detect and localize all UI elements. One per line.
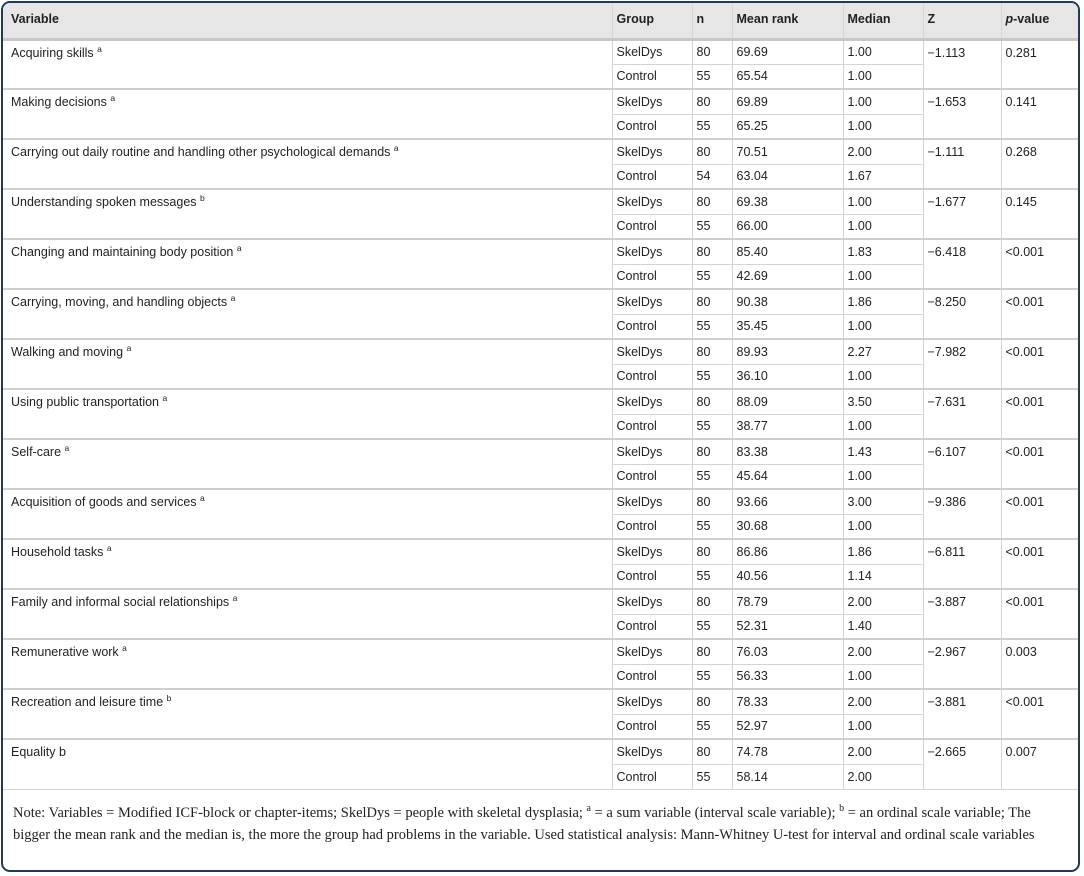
- median-cell: 1.67: [843, 164, 923, 189]
- median-cell: 2.27: [843, 339, 923, 364]
- n-cell: 55: [692, 664, 732, 689]
- variable-cell: [1, 339, 612, 389]
- note-superscript-a: a: [586, 803, 591, 814]
- z-cell: −1.677: [923, 189, 1001, 239]
- table-row: [1, 189, 1080, 214]
- variable-label: Family and informal social relationships: [11, 595, 230, 609]
- median-cell: 1.86: [843, 539, 923, 564]
- variable-footnote-mark: a: [236, 243, 242, 253]
- header-p-suffix: -value: [1013, 12, 1050, 27]
- median-cell: 1.00: [843, 264, 923, 289]
- mean-rank-cell: 69.89: [732, 89, 843, 114]
- n-cell: 55: [692, 314, 732, 339]
- group-cell: SkelDys: [612, 489, 692, 514]
- variable-footnote-mark: a: [64, 443, 70, 453]
- table-row: [1, 339, 1080, 364]
- n-cell: 80: [692, 539, 732, 564]
- variable-label: Acquisition of goods and services: [11, 495, 197, 509]
- n-cell: 80: [692, 89, 732, 114]
- n-cell: 80: [692, 139, 732, 164]
- p-value-cell: 0.268: [1001, 139, 1080, 189]
- mean-rank-cell: 88.09: [732, 389, 843, 414]
- median-cell: 1.00: [843, 464, 923, 489]
- mean-rank-cell: 63.04: [732, 164, 843, 189]
- variable-cell: [1, 589, 612, 639]
- mean-rank-cell: 86.86: [732, 539, 843, 564]
- median-cell: 1.14: [843, 564, 923, 589]
- mean-rank-cell: 78.33: [732, 689, 843, 714]
- median-cell: 1.00: [843, 664, 923, 689]
- group-cell: Control: [612, 264, 692, 289]
- group-cell: Control: [612, 114, 692, 139]
- table-row: [1, 739, 1080, 764]
- z-cell: −8.250: [923, 289, 1001, 339]
- group-cell: SkelDys: [612, 389, 692, 414]
- table-row: [1, 489, 1080, 514]
- table-row: [1, 39, 1080, 64]
- group-cell: SkelDys: [612, 439, 692, 464]
- n-cell: 55: [692, 464, 732, 489]
- mean-rank-cell: 38.77: [732, 414, 843, 439]
- variable-label: Making decisions: [11, 95, 107, 109]
- variable-cell: [1, 639, 612, 689]
- median-cell: 1.83: [843, 239, 923, 264]
- z-cell: −1.653: [923, 89, 1001, 139]
- mean-rank-cell: 30.68: [732, 514, 843, 539]
- mean-rank-cell: 85.40: [732, 239, 843, 264]
- variable-cell: [1, 39, 612, 89]
- variable-footnote-mark: a: [106, 543, 112, 553]
- median-cell: 3.50: [843, 389, 923, 414]
- variable-label: Acquiring skills: [11, 45, 94, 60]
- group-cell: Control: [612, 414, 692, 439]
- note-text-1: Note: Variables = Modified ICF-block or chapter-items; SkelDys = people with skeletal dysplasia;: [13, 805, 587, 821]
- median-cell: 3.00: [843, 489, 923, 514]
- variable-label: Recreation and leisure time: [11, 695, 164, 709]
- median-cell: 1.00: [843, 64, 923, 89]
- variable-label: Household tasks: [11, 545, 104, 559]
- group-cell: SkelDys: [612, 689, 692, 714]
- n-cell: 55: [692, 114, 732, 139]
- median-cell: 1.00: [843, 364, 923, 389]
- p-value-cell: <0.001: [1001, 539, 1080, 589]
- variable-cell: [1, 89, 612, 139]
- note-text-3: = an ordinal scale variable; The bigger the mean rank and the median is, the more the group had problems in the variable. Used statistical analysis: Mann-Whitney U-test for interval and ordinal scale variables: [13, 805, 1035, 843]
- mean-rank-cell: 78.79: [732, 589, 843, 614]
- group-cell: Control: [612, 214, 692, 239]
- note-superscript-b: b: [839, 803, 845, 814]
- group-cell: Control: [612, 714, 692, 739]
- mean-rank-cell: 83.38: [732, 439, 843, 464]
- variable-footnote-mark: a: [126, 343, 132, 353]
- median-cell: 1.86: [843, 289, 923, 314]
- header-row: [1, 1, 1080, 39]
- variable-cell: [1, 239, 612, 289]
- group-cell: SkelDys: [612, 739, 692, 764]
- z-cell: −1.111: [923, 139, 1001, 189]
- p-value-cell: 0.007: [1001, 739, 1080, 789]
- n-cell: 80: [692, 589, 732, 614]
- mean-rank-cell: 93.66: [732, 489, 843, 514]
- group-cell: SkelDys: [612, 339, 692, 364]
- variable-footnote-mark: a: [122, 643, 127, 653]
- median-cell: 1.00: [843, 514, 923, 539]
- variable-footnote-mark: b: [166, 693, 172, 703]
- table-row: [1, 389, 1080, 414]
- n-cell: 80: [692, 239, 732, 264]
- variable-cell: [1, 689, 612, 739]
- table-row: [1, 689, 1080, 714]
- table-note: [13, 802, 1071, 846]
- variable-label: Remunerative work: [11, 645, 119, 659]
- n-cell: 54: [692, 164, 732, 189]
- table-row: [1, 589, 1080, 614]
- variable-footnote-mark: a: [162, 393, 168, 403]
- median-cell: 1.00: [843, 314, 923, 339]
- z-cell: −9.386: [923, 489, 1001, 539]
- median-cell: 1.00: [843, 39, 923, 64]
- group-cell: Control: [612, 364, 692, 389]
- header-p-value: [1001, 1, 1080, 39]
- mean-rank-cell: 65.25: [732, 114, 843, 139]
- p-value-cell: <0.001: [1001, 289, 1080, 339]
- median-cell: 1.40: [843, 614, 923, 639]
- variable-footnote-mark: b: [200, 193, 205, 203]
- mean-rank-cell: 76.03: [732, 639, 843, 664]
- p-value-cell: 0.281: [1001, 39, 1080, 89]
- z-cell: −3.881: [923, 689, 1001, 739]
- p-value-cell: <0.001: [1001, 339, 1080, 389]
- header-variable: Variable: [1, 1, 612, 39]
- p-value-cell: <0.001: [1001, 589, 1080, 639]
- mean-rank-cell: 69.69: [732, 39, 843, 64]
- n-cell: 80: [692, 739, 732, 764]
- note-text-2: = a sum variable (interval scale variable);: [590, 805, 840, 821]
- p-value-cell: <0.001: [1001, 489, 1080, 539]
- table-row: [1, 89, 1080, 114]
- mean-rank-cell: 90.38: [732, 289, 843, 314]
- group-cell: Control: [612, 164, 692, 189]
- mean-rank-cell: 70.51: [732, 139, 843, 164]
- n-cell: 55: [692, 564, 732, 589]
- mean-rank-cell: 45.64: [732, 464, 843, 489]
- group-cell: Control: [612, 464, 692, 489]
- mean-rank-cell: 56.33: [732, 664, 843, 689]
- median-cell: 2.00: [843, 689, 923, 714]
- n-cell: 80: [692, 389, 732, 414]
- n-cell: 55: [692, 214, 732, 239]
- median-cell: 2.00: [843, 139, 923, 164]
- variable-label: Self-care: [11, 445, 62, 459]
- table-row: [1, 539, 1080, 564]
- variable-cell: [1, 539, 612, 589]
- mean-rank-cell: 69.38: [732, 189, 843, 214]
- variable-cell: [1, 739, 612, 789]
- variable-cell: [1, 139, 612, 189]
- group-cell: SkelDys: [612, 189, 692, 214]
- mean-rank-cell: 74.78: [732, 739, 843, 764]
- median-cell: 1.00: [843, 114, 923, 139]
- median-cell: 1.00: [843, 214, 923, 239]
- variable-cell: [1, 439, 612, 489]
- n-cell: 55: [692, 514, 732, 539]
- group-cell: Control: [612, 664, 692, 689]
- group-cell: Control: [612, 314, 692, 339]
- n-cell: 55: [692, 64, 732, 89]
- median-cell: 1.00: [843, 89, 923, 114]
- mean-rank-cell: 40.56: [732, 564, 843, 589]
- mean-rank-cell: 36.10: [732, 364, 843, 389]
- header-p-letter: p: [1005, 12, 1014, 27]
- group-cell: Control: [612, 64, 692, 89]
- p-value-cell: <0.001: [1001, 239, 1080, 289]
- group-cell: Control: [612, 564, 692, 589]
- table-row: [1, 239, 1080, 264]
- z-cell: −6.418: [923, 239, 1001, 289]
- z-cell: −1.113: [923, 39, 1001, 89]
- z-cell: −2.665: [923, 739, 1001, 789]
- variable-label: Understanding spoken messages: [11, 195, 197, 209]
- variable-footnote-mark: a: [110, 93, 116, 103]
- header-z: Z: [923, 1, 1001, 39]
- median-cell: 2.00: [843, 764, 923, 789]
- z-cell: −6.811: [923, 539, 1001, 589]
- median-cell: 1.00: [843, 189, 923, 214]
- variable-footnote-mark: a: [393, 143, 399, 153]
- mean-rank-cell: 52.31: [732, 614, 843, 639]
- variable-footnote-mark: a: [200, 493, 205, 503]
- group-cell: SkelDys: [612, 639, 692, 664]
- mean-rank-cell: 35.45: [732, 314, 843, 339]
- table-row: [1, 639, 1080, 664]
- n-cell: 55: [692, 264, 732, 289]
- variable-label: Carrying out daily routine and handling other psychological demands: [11, 145, 391, 159]
- results-table: [1, 1, 1080, 790]
- n-cell: 80: [692, 639, 732, 664]
- table-row: [1, 139, 1080, 164]
- mean-rank-cell: 58.14: [732, 764, 843, 789]
- header-n: n: [692, 1, 732, 39]
- n-cell: 55: [692, 714, 732, 739]
- mean-rank-cell: 89.93: [732, 339, 843, 364]
- group-cell: SkelDys: [612, 139, 692, 164]
- mean-rank-cell: 42.69: [732, 264, 843, 289]
- n-cell: 55: [692, 764, 732, 789]
- n-cell: 80: [692, 189, 732, 214]
- median-cell: 1.00: [843, 714, 923, 739]
- group-cell: SkelDys: [612, 89, 692, 114]
- variable-label: Changing and maintaining body position: [11, 245, 234, 259]
- variable-cell: [1, 289, 612, 339]
- mean-rank-cell: 65.54: [732, 64, 843, 89]
- p-value-cell: <0.001: [1001, 439, 1080, 489]
- header-median: Median: [843, 1, 923, 39]
- group-cell: Control: [612, 764, 692, 789]
- median-cell: 1.00: [843, 414, 923, 439]
- table-row: [1, 289, 1080, 314]
- z-cell: −2.967: [923, 639, 1001, 689]
- p-value-cell: 0.003: [1001, 639, 1080, 689]
- group-cell: SkelDys: [612, 539, 692, 564]
- table-container: [1, 1, 1080, 872]
- z-cell: −6.107: [923, 439, 1001, 489]
- median-cell: 2.00: [843, 589, 923, 614]
- median-cell: 2.00: [843, 639, 923, 664]
- n-cell: 55: [692, 414, 732, 439]
- n-cell: 55: [692, 364, 732, 389]
- table-row: [1, 439, 1080, 464]
- mean-rank-cell: 52.97: [732, 714, 843, 739]
- variable-label: Equality b: [11, 745, 66, 759]
- p-value-cell: <0.001: [1001, 689, 1080, 739]
- variable-cell: [1, 189, 612, 239]
- group-cell: Control: [612, 614, 692, 639]
- n-cell: 80: [692, 289, 732, 314]
- header-mean-rank: Mean rank: [732, 1, 843, 39]
- group-cell: SkelDys: [612, 289, 692, 314]
- variable-label: Carrying, moving, and handling objects: [11, 295, 228, 309]
- group-cell: Control: [612, 514, 692, 539]
- median-cell: 1.43: [843, 439, 923, 464]
- p-value-cell: 0.141: [1001, 89, 1080, 139]
- variable-cell: [1, 389, 612, 439]
- variable-label: Using public transportation: [11, 395, 159, 409]
- median-cell: 2.00: [843, 739, 923, 764]
- group-cell: SkelDys: [612, 39, 692, 64]
- variable-footnote-mark: a: [232, 593, 238, 603]
- variable-cell: [1, 489, 612, 539]
- group-cell: SkelDys: [612, 239, 692, 264]
- n-cell: 80: [692, 689, 732, 714]
- p-value-cell: 0.145: [1001, 189, 1080, 239]
- n-cell: 80: [692, 489, 732, 514]
- n-cell: 80: [692, 339, 732, 364]
- n-cell: 55: [692, 614, 732, 639]
- z-cell: −7.982: [923, 339, 1001, 389]
- n-cell: 80: [692, 39, 732, 64]
- header-group: Group: [612, 1, 692, 39]
- z-cell: −3.887: [923, 589, 1001, 639]
- group-cell: SkelDys: [612, 589, 692, 614]
- p-value-cell: <0.001: [1001, 389, 1080, 439]
- z-cell: −7.631: [923, 389, 1001, 439]
- mean-rank-cell: 66.00: [732, 214, 843, 239]
- variable-footnote-mark: a: [230, 293, 236, 303]
- n-cell: 80: [692, 439, 732, 464]
- variable-label: Walking and moving: [11, 345, 124, 359]
- variable-footnote-mark: a: [97, 43, 102, 54]
